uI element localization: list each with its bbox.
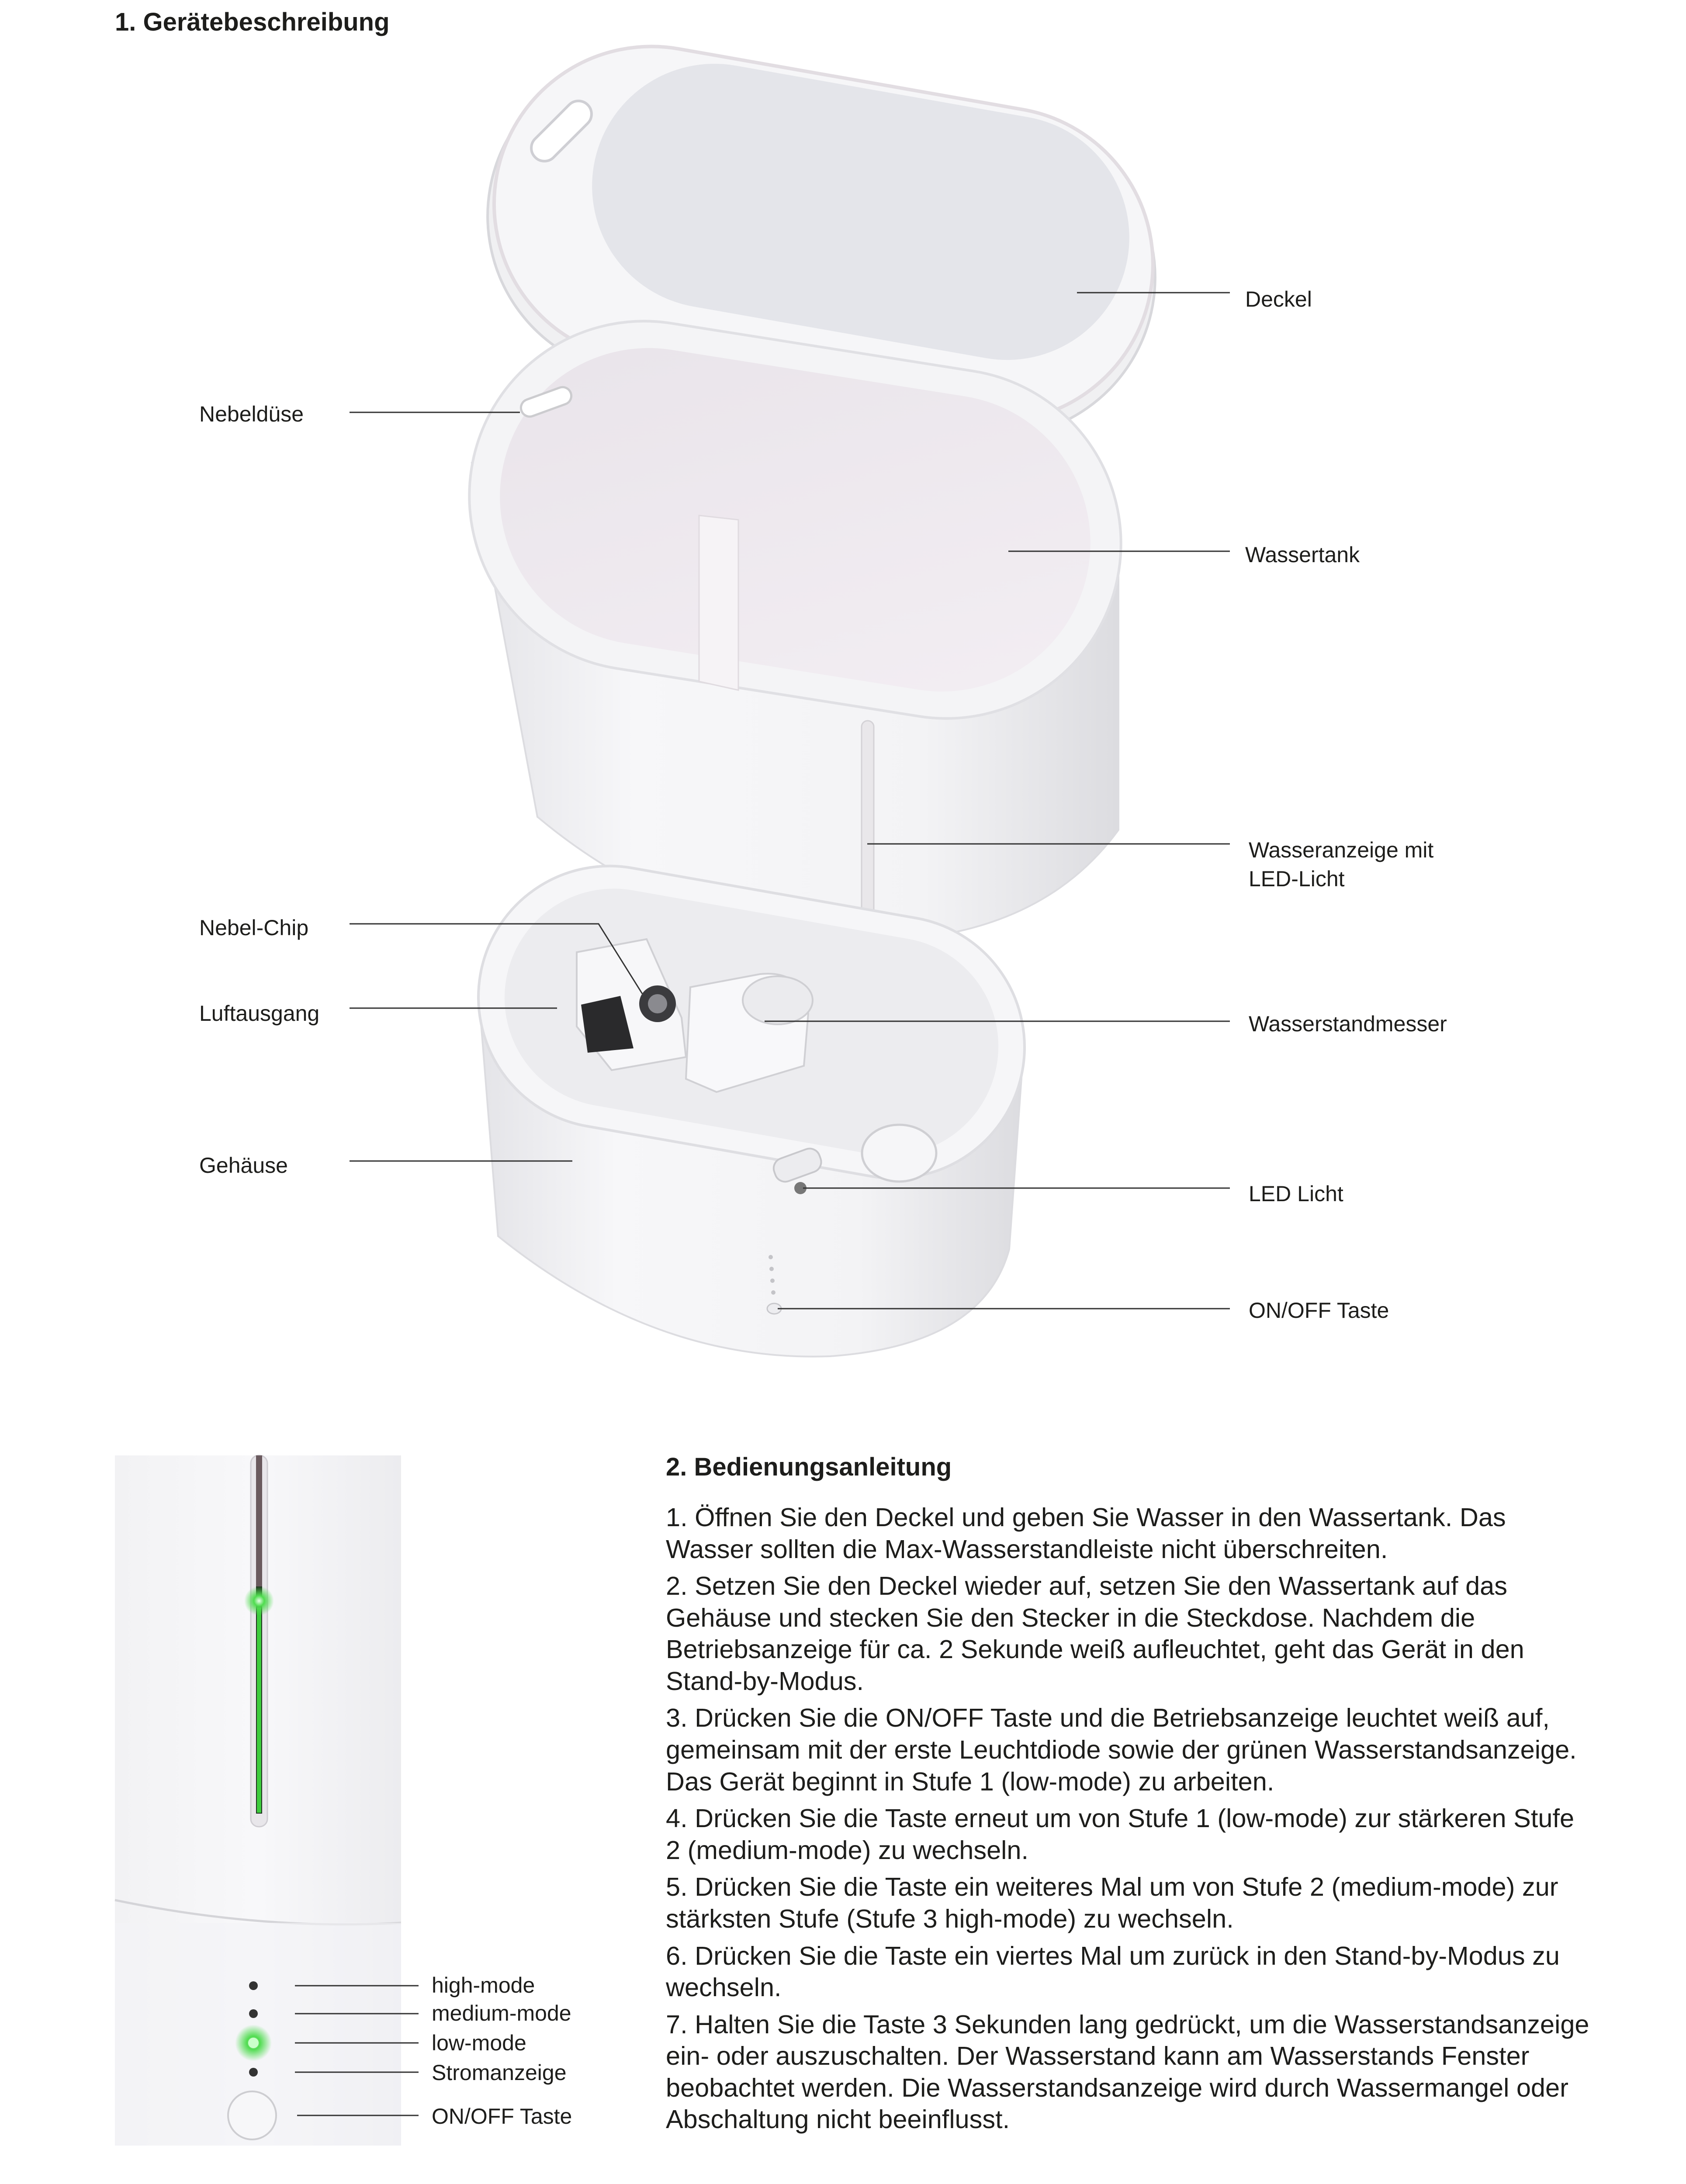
section-title-bedienungsanleitung: 2. Bedienungsanleitung bbox=[666, 1453, 952, 1481]
water-window-lower bbox=[256, 1586, 262, 1814]
label-led-licht: LED Licht bbox=[1249, 1182, 1343, 1206]
instruction-step-3: 3. Drücken Sie die ON/OFF Taste und die Betriebsanzeige leuchtet weiß auf, gemeinsam mit der erste Leuchtdiode sowie der grünen Wasserstandsanzeige. Das Gerät beginnt in Stufe 1 (low-mode) zu arbeiten. bbox=[666, 1703, 1577, 1796]
label-on-off-taste: ON/OFF Taste bbox=[1249, 1298, 1389, 1323]
water-window bbox=[251, 1455, 267, 1827]
panel-leader-lines bbox=[295, 1986, 419, 2115]
label-wasseranzeige-line1: Wasseranzeige mit bbox=[1249, 838, 1434, 862]
on-off-button-graphic bbox=[228, 2091, 276, 2139]
label-stromanzeige: Stromanzeige bbox=[432, 2060, 567, 2085]
label-gehaeuse: Gehäuse bbox=[199, 1153, 288, 1178]
label-nebelduese: Nebeldüse bbox=[199, 402, 304, 426]
label-panel-on-off-taste: ON/OFF Taste bbox=[432, 2104, 572, 2129]
section-title-geraetebeschreibung: 1. Gerätebeschreibung bbox=[115, 8, 390, 36]
label-wasseranzeige-line2: LED-Licht bbox=[1249, 867, 1345, 891]
instructions-list bbox=[666, 1502, 1592, 2141]
led-low-mode-glow bbox=[235, 2025, 272, 2061]
instruction-step-7: 7. Halten Sie die Taste 3 Sekunden lang gedrückt, um die Wasserstandsanzeige ein- oder auszuschalten. Der Wasserstand kann am Wasserstands Fenster beobachtet werden. Die Wasserstandsanzeige wird durch Wassermangel oder Abschaltung nicht beeinflusst. bbox=[666, 2009, 1589, 2134]
panel-photo-background bbox=[115, 1455, 401, 2146]
label-low-mode: low-mode bbox=[432, 2031, 526, 2055]
water-window-upper bbox=[256, 1455, 262, 1586]
led-medium-mode bbox=[249, 2009, 258, 2018]
label-high-mode: high-mode bbox=[432, 1973, 535, 1997]
panel-lower-part bbox=[115, 1923, 401, 2146]
instruction-step-2: 2. Setzen Sie den Deckel wieder auf, setzen Sie den Wassertank auf das Gehäuse und stecken Sie den Stecker in die Steckdose. Nachdem die Betriebsanzeige für ca. 2 Sekunde weiß aufleuchtet, geht das Gerät in den Stand-by-Modus. bbox=[666, 1571, 1524, 1696]
panel-seam bbox=[115, 1900, 401, 1925]
led-high-mode bbox=[249, 1981, 258, 1990]
label-deckel: Deckel bbox=[1245, 287, 1312, 311]
instruction-step-4: 4. Drücken Sie die Taste erneut um von Stufe 1 (low-mode) zur stärkeren Stufe 2 (medium-mode) zu wechseln. bbox=[666, 1804, 1575, 1865]
label-medium-mode: medium-mode bbox=[432, 2001, 571, 2025]
instruction-step-5: 5. Drücken Sie die Taste ein weiteres Mal um von Stufe 2 (medium-mode) zur stärksten Stufe (Stufe 3 high-mode) zu wechseln. bbox=[666, 1872, 1558, 1933]
label-wasserstandmesser: Wasserstandmesser bbox=[1249, 1012, 1447, 1036]
label-luftausgang: Luftausgang bbox=[199, 1001, 320, 1026]
water-level-glow bbox=[244, 1586, 274, 1616]
label-nebel-chip: Nebel-Chip bbox=[199, 916, 309, 940]
led-low-mode bbox=[248, 2038, 259, 2048]
label-wasseranzeige bbox=[1249, 836, 1433, 893]
water-level-led bbox=[257, 1607, 261, 1813]
led-stromanzeige bbox=[249, 2068, 258, 2077]
label-wassertank: Wassertank bbox=[1245, 543, 1360, 567]
instruction-step-6: 6. Drücken Sie die Taste ein viertes Mal um zurück in den Stand-by-Modus zu wechseln. bbox=[666, 1941, 1560, 2002]
instruction-step-1: 1. Öffnen Sie den Deckel und geben Sie Wasser in den Wassertank. Das Wasser sollten die Max-Wasserstandleiste nicht überschreiten. bbox=[666, 1503, 1506, 1564]
